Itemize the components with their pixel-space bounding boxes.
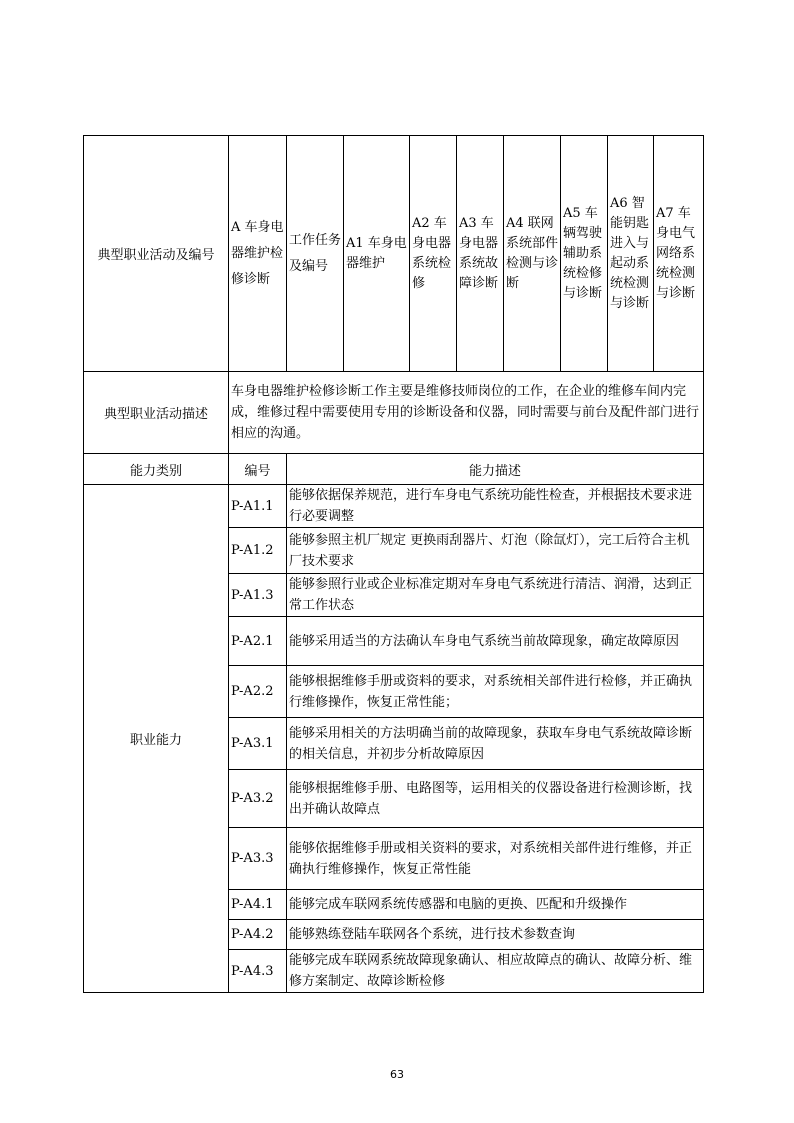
- description-label: 典型职业活动描述: [84, 372, 229, 454]
- task-a7: A7 车身电气网络系统检测与诊断: [654, 136, 704, 372]
- task-label: 工作任务及编号: [287, 136, 344, 372]
- ability-category-header: 能力类别: [84, 454, 229, 485]
- ability-description: 能够熟练登陆车联网各个系统，进行技术参数查询: [287, 920, 704, 950]
- competency-table: [83, 135, 704, 993]
- ability-code: P-A1.1: [229, 485, 287, 528]
- description-text: 车身电器维护检修诊断工作主要是维修技师岗位的工作，在企业的维修车间内完成，维修过程中需要使用专用的诊断设备和仪器，同时需要与前台及配件部门进行相应的沟通。: [229, 372, 704, 454]
- ability-code: P-A3.2: [229, 770, 287, 828]
- ability-code: P-A2.1: [229, 617, 287, 666]
- task-a4: A4 联网系统部件检测与诊断: [504, 136, 561, 372]
- task-a6: A6 智能钥匙进入与起动系统检测与诊断: [608, 136, 654, 372]
- ability-code: P-A2.2: [229, 666, 287, 718]
- ability-code: P-A4.2: [229, 920, 287, 950]
- ability-header-row: [84, 454, 704, 485]
- ability-description: 能够采用相关的方法明确当前的故障现象，获取车身电气系统故障诊断的相关信息，并初步分析故障原因: [287, 718, 704, 770]
- ability-description: 能够参照主机厂规定 更换雨刮器片、灯泡（除氙灯），完工后符合主机厂技术要求: [287, 528, 704, 574]
- ability-description: 能够完成车联网系统传感器和电脑的更换、匹配和升级操作: [287, 890, 704, 920]
- ability-code-header: 编号: [229, 454, 287, 485]
- ability-description: 能够依据维修手册或相关资料的要求，对系统相关部件进行维修，并正确执行维修操作，恢复正常性能: [287, 828, 704, 890]
- task-a5: A5 车辆驾驶辅助系统检修与诊断: [561, 136, 608, 372]
- task-a3: A3 车身电器系统故障诊断: [457, 136, 504, 372]
- ability-description-header: 能力描述: [287, 454, 704, 485]
- activity-label: 典型职业活动及编号: [84, 136, 229, 372]
- ability-code: P-A3.1: [229, 718, 287, 770]
- ability-category: 职业能力: [84, 485, 229, 993]
- activity-header-row: [84, 136, 704, 372]
- activity-name: A 车身电器维护检修诊断: [229, 136, 287, 372]
- ability-code: P-A4.3: [229, 950, 287, 993]
- ability-description: 能够根据维修手册、电路图等，运用相关的仪器设备进行检测诊断，找出并确认故障点: [287, 770, 704, 828]
- page-number: 63: [390, 1068, 404, 1081]
- ability-code: P-A1.3: [229, 574, 287, 617]
- task-a2: A2 车身电器系统检修: [410, 136, 457, 372]
- ability-description: 能够采用适当的方法确认车身电气系统当前故障现象，确定故障原因: [287, 617, 704, 666]
- task-a1: A1 车身电器维护: [344, 136, 410, 372]
- ability-description: 能够完成车联网系统故障现象确认、相应故障点的确认、故障分析、维修方案制定、故障诊断检修: [287, 950, 704, 993]
- ability-description: 能够参照行业或企业标准定期对车身电气系统进行清洁、润滑，达到正常工作状态: [287, 574, 704, 617]
- activity-description-row: [84, 372, 704, 454]
- ability-description: 能够依据保养规范，进行车身电气系统功能性检查，并根据技术要求进行必要调整: [287, 485, 704, 528]
- ability-code: P-A3.3: [229, 828, 287, 890]
- ability-code: P-A1.2: [229, 528, 287, 574]
- ability-description: 能够根据维修手册或资料的要求，对系统相关部件进行检修，并正确执行维修操作，恢复正常性能；: [287, 666, 704, 718]
- ability-code: P-A4.1: [229, 890, 287, 920]
- ability-row: [84, 485, 704, 528]
